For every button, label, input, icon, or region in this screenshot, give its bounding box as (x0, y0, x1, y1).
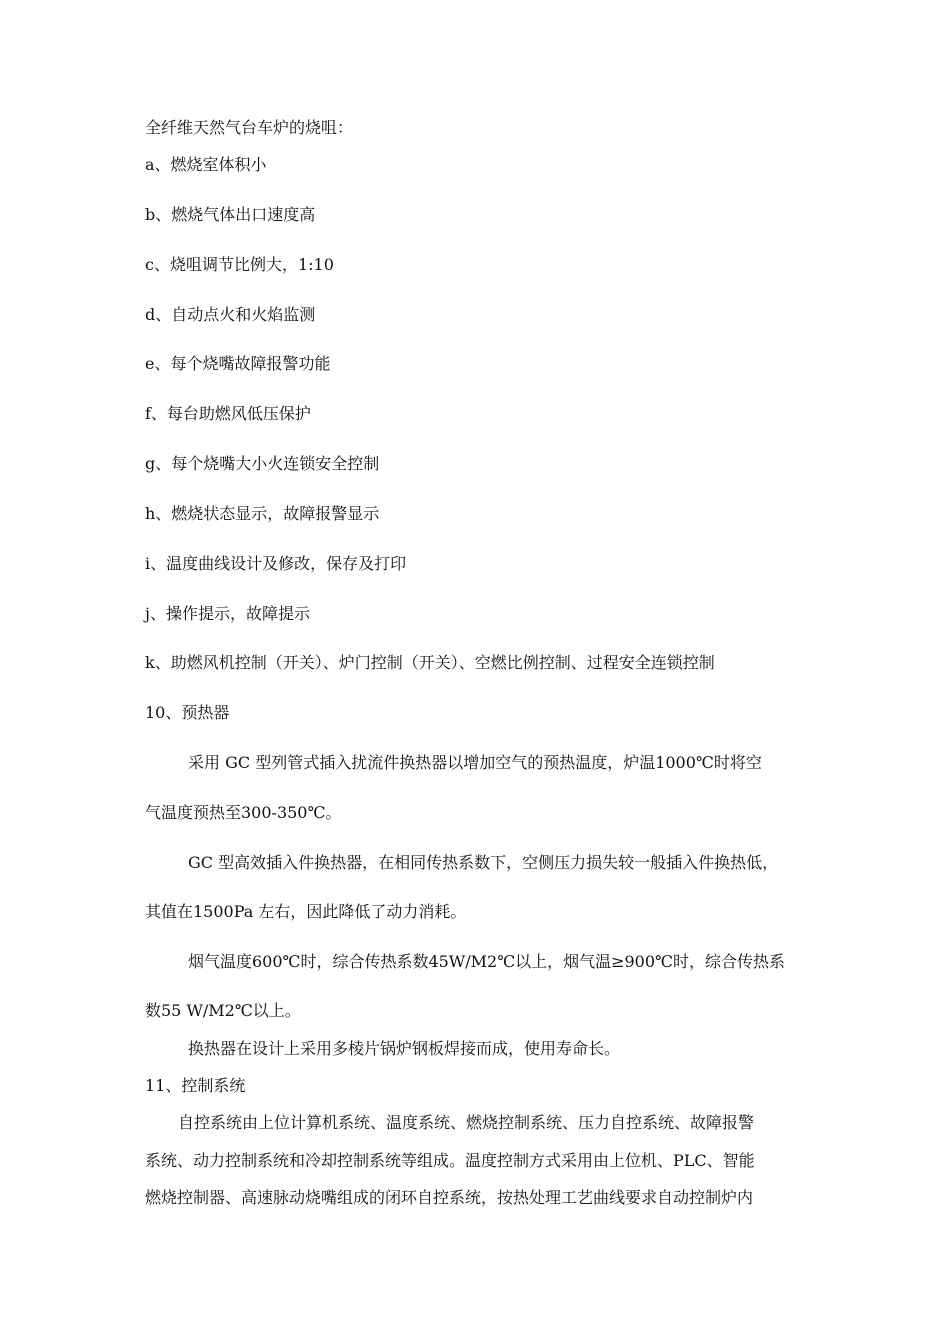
section10-p3-line2: 数55 W/M2℃以上。 (145, 1001, 301, 1020)
burner-item-b: b、燃烧气体出口速度高 (145, 205, 316, 224)
section10-heading: 10、预热器 (145, 703, 230, 722)
section11-line1: 自控系统由上位计算机系统、温度系统、燃烧控制系统、压力自控系统、故障报警 (178, 1113, 755, 1132)
section10-p1-line1: 采用 GC 型列管式插入扰流件换热器以增加空气的预热温度，炉温1000℃时将空 (188, 753, 762, 772)
burner-item-f: f、每台助燃风低压保护 (145, 404, 311, 423)
burner-item-h: h、燃烧状态显示，故障报警显示 (145, 504, 380, 523)
section10-p3-line1: 烟气温度600℃时，综合传热系数45W/M2℃以上，烟气温≥900℃时，综合传热系 (188, 952, 785, 971)
section10-p2-line1: GC 型高效插入件换热器，在相同传热系数下，空侧压力损失较一般插入件换热低， (188, 853, 779, 872)
section11-line3: 燃烧控制器、高速脉动烧嘴组成的闭环自控系统，按热处理工艺曲线要求自动控制炉内 (145, 1188, 754, 1207)
burner-item-g: g、每个烧嘴大小火连锁安全控制 (145, 454, 380, 473)
burner-item-e: e、每个烧嘴故障报警功能 (145, 354, 331, 373)
burner-item-j: j、操作提示，故障提示 (145, 604, 310, 623)
section11-line2: 系统、动力控制系统和冷却控制系统等组成。温度控制方式采用由上位机、PLC、智能 (145, 1151, 755, 1170)
burner-item-k: k、助燃风机控制（开关）、炉门控制（开关）、空燃比例控制、过程安全连锁控制 (145, 653, 715, 672)
burner-item-c: c、烧咀调节比例大，1:10 (145, 255, 334, 274)
burner-item-i: i、温度曲线设计及修改，保存及打印 (145, 554, 407, 573)
intro-line: 全纤维天然气台车炉的烧咀： (145, 118, 354, 137)
section10-p1-line2: 气温度预热至300-350℃。 (145, 803, 342, 822)
burner-item-a: a、燃烧室体积小 (145, 155, 267, 174)
section11-heading: 11、控制系统 (145, 1076, 246, 1095)
burner-item-d: d、自动点火和火焰监测 (145, 305, 316, 324)
section10-p2-line2: 其值在1500Pa 左右，因此降低了动力消耗。 (145, 902, 467, 921)
section10-p4: 换热器在设计上采用多棱片锅炉钢板焊接而成，使用寿命长。 (188, 1039, 621, 1058)
